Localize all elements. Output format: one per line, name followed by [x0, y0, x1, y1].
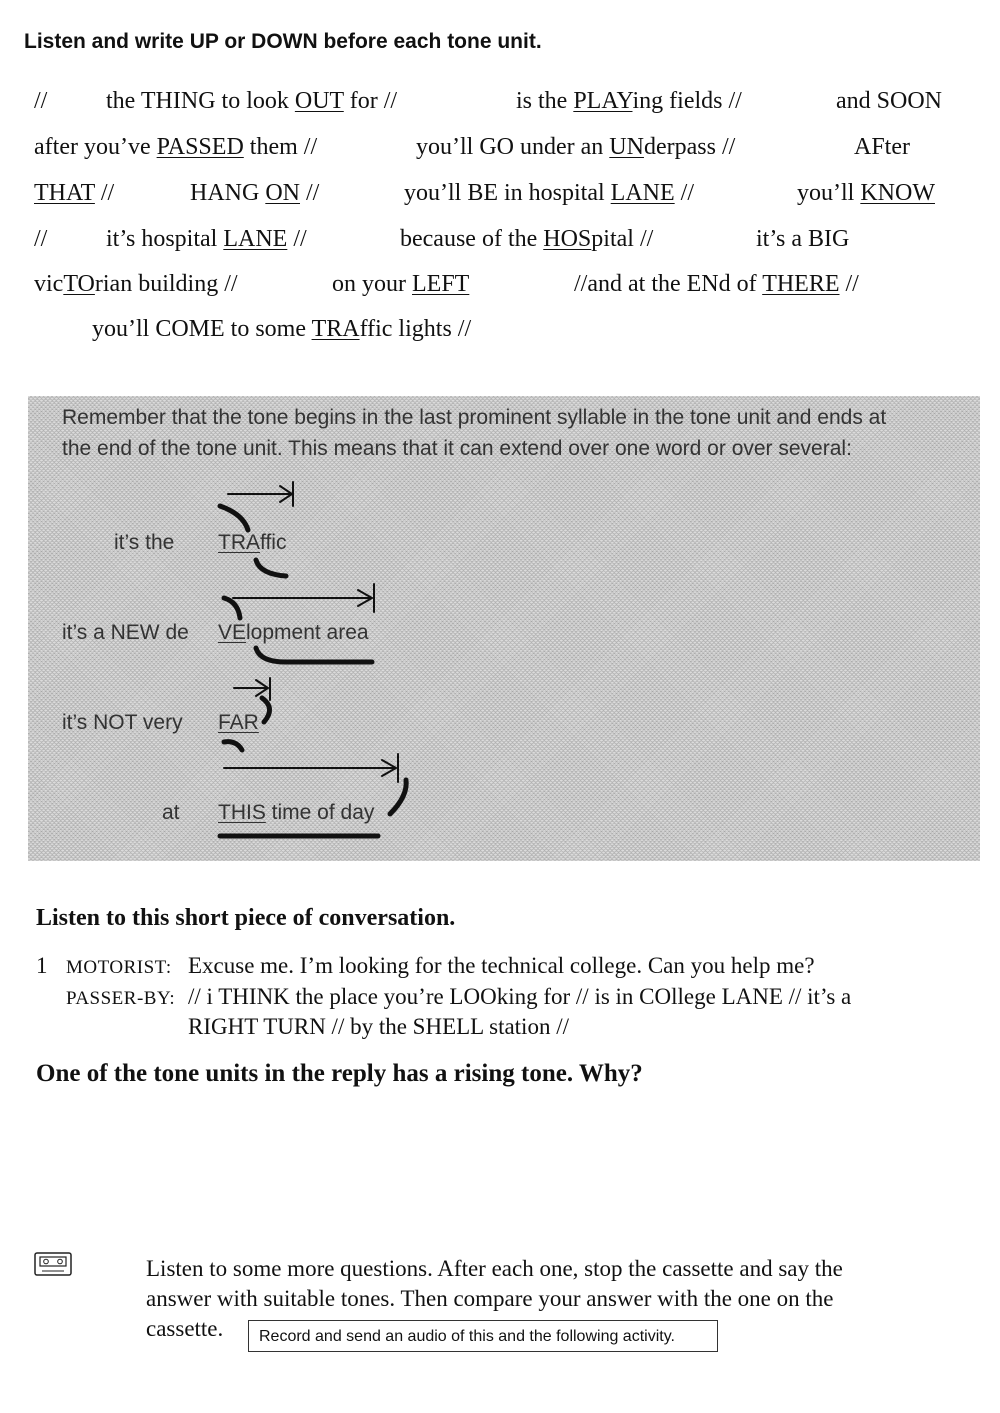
tone-unit-text: is the [516, 88, 574, 114]
tonic-syllable: LANE [610, 180, 675, 206]
tone-unit [400, 226, 653, 253]
tone-unit-text: // [287, 226, 307, 252]
example-pre: it’s the [114, 531, 175, 554]
passer-by-line-1: // i THINK the place you’re LOOking for // is in COllege LANE // it’s a [188, 984, 852, 1009]
tone-unit-text: it’s hospital [106, 226, 224, 252]
tonic-syllable: THAT [34, 180, 95, 206]
remember-box [28, 396, 980, 861]
tone-arrow-icon [224, 678, 270, 750]
tone-unit [854, 134, 910, 161]
tone-unit-text: and at the ENd of [587, 271, 763, 297]
tone-unit-text: the THING to look [106, 88, 295, 114]
item-number: 1 [36, 953, 48, 978]
listen-more-line-1: Listen to some more questions. After each one, stop the cassette and say the [146, 1256, 843, 1281]
tone-unit-text: you’ll [797, 180, 861, 206]
tone-unit [34, 226, 47, 253]
tone-unit [190, 180, 319, 207]
tone-unit [34, 88, 47, 115]
tone-unit-text: pital // [591, 226, 654, 252]
example-pre: it’s a NEW de [62, 621, 189, 644]
tone-unit [756, 226, 849, 253]
tone-arrow-icon [220, 482, 293, 576]
tone-unit [404, 180, 694, 207]
tonic-syllable: TO [63, 271, 95, 297]
tone-unit-text: for // [343, 88, 398, 114]
tone-arrow-icon [224, 584, 374, 662]
listen-more-line-2: answer with suitable tones. Then compare your answer with the one on the [146, 1286, 834, 1311]
tone-unit-text: ing fields // [632, 88, 742, 114]
tone-unit [34, 180, 114, 207]
tone-unit-text: HANG [190, 180, 266, 206]
tone-unit-text: // [300, 180, 320, 206]
tone-unit-text: derpass // [643, 134, 736, 160]
tone-unit-text: AFter [854, 134, 910, 160]
tone-unit [34, 271, 238, 298]
tonic-syllable: HOS [543, 226, 592, 252]
tone-arrow-icon [220, 754, 406, 836]
tone-unit-text: you’ll GO under an [416, 134, 610, 160]
passer-by-label: PASSER-BY: [66, 988, 176, 1009]
cassette-icon [34, 1252, 72, 1276]
question: One of the tone units in the reply has a rising tone. Why? [36, 1060, 643, 1087]
tonic-syllable: UN [609, 134, 644, 160]
tone-unit [574, 271, 859, 298]
tone-unit [332, 271, 469, 298]
tonic-syllable: PASSED [156, 134, 244, 160]
tone-unit-text: // [34, 226, 48, 252]
tonic-syllable: KNOW [860, 180, 935, 206]
passer-by-line-2: RIGHT TURN // by the SHELL station // [188, 1014, 569, 1039]
tone-unit-text: it’s a BIG [756, 226, 850, 252]
tonic-syllable: OUT [294, 88, 344, 114]
example-pre: it’s NOT very [62, 711, 183, 734]
tone-unit [34, 134, 317, 161]
tone-unit-text: after you’ve [34, 134, 157, 160]
tonic-syllable: TRA [311, 316, 360, 342]
example-tonic-phrase: FAR [218, 711, 259, 734]
tone-unit-text: // [674, 180, 694, 206]
listen-more-line-3: cassette. [146, 1316, 224, 1341]
tone-unit [797, 180, 935, 207]
tone-unit [92, 316, 471, 343]
tone-arrows [28, 396, 980, 861]
instruction-heading: Listen and write UP or DOWN before each tone unit. [24, 30, 542, 53]
example-tonic-phrase: TRAffic [218, 531, 287, 554]
tone-unit-text: and SOON [836, 88, 942, 114]
tone-unit-text: you’ll COME to some [92, 316, 312, 342]
tonic-syllable: LANE [223, 226, 288, 252]
motorist-line: Excuse me. I’m looking for the technical college. Can you help me? [188, 953, 815, 978]
remember-line-2: the end of the tone unit. This means that it can extend over one word or over several: [62, 437, 852, 460]
tone-unit [106, 226, 307, 253]
tone-unit-text: ffic lights // [359, 316, 472, 342]
tonic-syllable: ON [265, 180, 300, 206]
tone-unit [106, 88, 397, 115]
tone-unit-text: on your [332, 271, 412, 297]
tone-unit-text: you’ll BE in hospital [404, 180, 611, 206]
tonic-syllable: LEFT [412, 271, 470, 297]
tonic-syllable: PLAY [573, 88, 633, 114]
record-audio-note: Record and send an audio of this and the following activity. [248, 1320, 718, 1352]
tone-unit [516, 88, 742, 115]
tone-unit-text: rian building // [94, 271, 238, 297]
tone-unit-text: // [574, 271, 588, 297]
tonic-syllable: THERE [762, 271, 840, 297]
tone-unit [416, 134, 735, 161]
tone-unit-text: // [94, 180, 115, 206]
example-tonic-phrase: VElopment area [218, 621, 369, 644]
tone-unit-text: // [34, 88, 48, 114]
example-pre: at [162, 801, 180, 824]
tone-unit-text: them // [243, 134, 318, 160]
conversation-heading: Listen to this short piece of conversation. [36, 905, 456, 931]
example-tonic-phrase: THIS time of day [218, 801, 375, 824]
tone-unit-text: vic [34, 271, 64, 297]
tone-unit-text: because of the [400, 226, 544, 252]
tone-unit [836, 88, 942, 115]
tone-unit-text: // [839, 271, 859, 297]
remember-line-1: Remember that the tone begins in the last prominent syllable in the tone unit and ends at [62, 406, 887, 429]
motorist-label: MOTORIST: [66, 957, 172, 978]
